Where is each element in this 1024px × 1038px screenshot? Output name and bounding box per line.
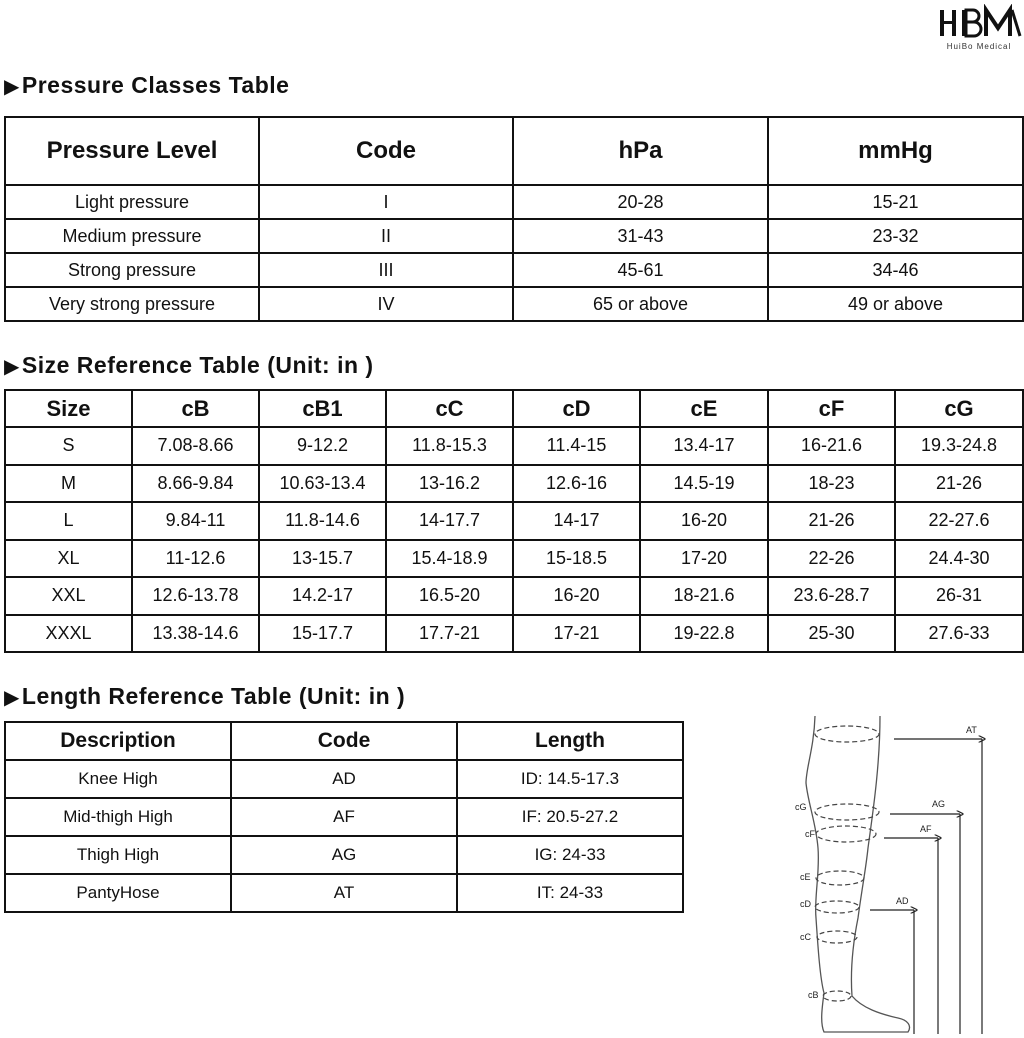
table-row [5,577,1023,615]
label-cc: cC [800,932,811,942]
measurement-cell: 23.6-28.7 [768,577,895,615]
measurement-cell: 17-21 [513,615,640,653]
measurement-cell: 13.4-17 [640,427,768,465]
size-label-cell: S [5,427,132,465]
label-at: AT [966,725,977,735]
measurement-cell: 17.7-21 [386,615,513,653]
measurement-cell: 12.6-13.78 [132,577,259,615]
measurement-cell: 11-12.6 [132,540,259,578]
measurement-cell: 25-30 [768,615,895,653]
cell: AG [231,836,457,874]
cell: 49 or above [768,287,1023,321]
cell: IV [259,287,513,321]
measurement-cell: 14.2-17 [259,577,386,615]
measurement-cell: 21-26 [768,502,895,540]
table-row [5,760,683,798]
cg-ellipse [815,804,879,820]
measurement-cell: 7.08-8.66 [132,427,259,465]
measurement-cell: 18-23 [768,465,895,503]
cell: Very strong pressure [5,287,259,321]
cell: AT [231,874,457,912]
header-length: Length [457,722,683,760]
pressure-classes-table [4,116,1024,322]
table-row [5,219,1023,253]
size-label-cell: XXXL [5,615,132,653]
table-row [5,185,1023,219]
label-ad: AD [896,896,909,906]
size-unit: (Unit: in ) [267,352,374,378]
header-hpa: hPa [513,117,768,185]
size-reference-table [4,389,1024,653]
table-row [5,465,1023,503]
header-cd: cD [513,390,640,427]
table-header-row [5,390,1023,427]
cell: PantyHose [5,874,231,912]
length-title: Length Reference Table [21,683,292,709]
label-cb: cB [808,990,819,1000]
measurement-cell: 19-22.8 [640,615,768,653]
cell: 31-43 [513,219,768,253]
header-ce: cE [640,390,768,427]
cell: IT: 24-33 [457,874,683,912]
cell: 45-61 [513,253,768,287]
cd-ellipse [815,901,859,913]
table-row [5,615,1023,653]
measurement-cell: 19.3-24.8 [895,427,1023,465]
cb-ellipse [823,991,851,1001]
measurement-cell: 15-17.7 [259,615,386,653]
header-cb1: cB1 [259,390,386,427]
measurement-cell: 13-16.2 [386,465,513,503]
label-cg: cG [795,802,807,812]
header-cb: cB [132,390,259,427]
measurement-cell: 8.66-9.84 [132,465,259,503]
measurement-cell: 10.63-13.4 [259,465,386,503]
table-header-row [5,722,683,760]
measurement-cell: 24.4-30 [895,540,1023,578]
header-description: Description [5,722,231,760]
label-af: AF [920,824,932,834]
triangle-right-icon: ▶ [4,687,20,709]
cell: 15-21 [768,185,1023,219]
cell: Strong pressure [5,253,259,287]
label-ce: cE [800,872,811,882]
measurement-cell: 11.8-15.3 [386,427,513,465]
company-name: HuiBo Medical [946,42,1012,51]
measurement-cell: 13.38-14.6 [132,615,259,653]
measurement-cell: 18-21.6 [640,577,768,615]
cf-ellipse [816,826,876,842]
measurement-cell: 14-17 [513,502,640,540]
cell: 23-32 [768,219,1023,253]
header-cf: cF [768,390,895,427]
table-row [5,287,1023,321]
cell: Knee High [5,760,231,798]
measurement-cell: 13-15.7 [259,540,386,578]
cell: AF [231,798,457,836]
header-code: Code [259,117,513,185]
leg-measurement-diagram [770,708,1024,1038]
header-pressure-level: Pressure Level [5,117,259,185]
header-size: Size [5,390,132,427]
size-label-cell: L [5,502,132,540]
measurement-cell: 16.5-20 [386,577,513,615]
cell: Medium pressure [5,219,259,253]
table-row [5,540,1023,578]
measurement-cell: 16-20 [640,502,768,540]
thigh-top-ellipse [815,726,879,742]
cell: Light pressure [5,185,259,219]
label-cd: cD [800,899,811,909]
measurement-cell: 14-17.7 [386,502,513,540]
size-heading [4,352,374,379]
header-mmhg: mmHg [768,117,1023,185]
brand-logo [936,4,1022,52]
cell: IG: 24-33 [457,836,683,874]
pressure-heading [4,72,289,99]
cell: Mid-thigh High [5,798,231,836]
size-label-cell: M [5,465,132,503]
cell: AD [231,760,457,798]
length-unit: (Unit: in ) [298,683,406,709]
hbm-logo-icon [936,4,1022,40]
measurement-cell: 16-20 [513,577,640,615]
measurement-cell: 15-18.5 [513,540,640,578]
measurement-cell: 27.6-33 [895,615,1023,653]
length-heading [4,683,405,710]
measurement-cell: 11.4-15 [513,427,640,465]
measurement-cell: 16-21.6 [768,427,895,465]
cell: 65 or above [513,287,768,321]
measurement-cell: 15.4-18.9 [386,540,513,578]
measurement-cell: 14.5-19 [640,465,768,503]
measurement-cell: 22-26 [768,540,895,578]
cell: II [259,219,513,253]
table-row [5,502,1023,540]
cell: 34-46 [768,253,1023,287]
measurement-cell: 9.84-11 [132,502,259,540]
cell: ID: 14.5-17.3 [457,760,683,798]
table-row [5,427,1023,465]
measurement-cell: 22-27.6 [895,502,1023,540]
table-row [5,874,683,912]
table-row [5,836,683,874]
pressure-title: Pressure Classes Table [21,72,290,98]
measurement-cell: 11.8-14.6 [259,502,386,540]
cell: IF: 20.5-27.2 [457,798,683,836]
measurement-cell: 9-12.2 [259,427,386,465]
cc-ellipse [817,931,857,943]
triangle-right-icon: ▶ [4,76,20,98]
label-cf: cF [805,829,815,839]
size-label-cell: XXL [5,577,132,615]
cell: III [259,253,513,287]
cell: I [259,185,513,219]
ce-ellipse [816,871,864,885]
cell: 20-28 [513,185,768,219]
measurement-cell: 21-26 [895,465,1023,503]
measurement-cell: 12.6-16 [513,465,640,503]
table-row [5,798,683,836]
cell: Thigh High [5,836,231,874]
header-code: Code [231,722,457,760]
size-label-cell: XL [5,540,132,578]
header-cg: cG [895,390,1023,427]
table-header-row [5,117,1023,185]
measurement-cell: 17-20 [640,540,768,578]
label-ag: AG [932,799,946,809]
length-reference-table [4,721,684,913]
header-cc: cC [386,390,513,427]
measurement-cell: 26-31 [895,577,1023,615]
triangle-right-icon: ▶ [4,356,20,378]
size-title: Size Reference Table [21,352,261,378]
table-row [5,253,1023,287]
